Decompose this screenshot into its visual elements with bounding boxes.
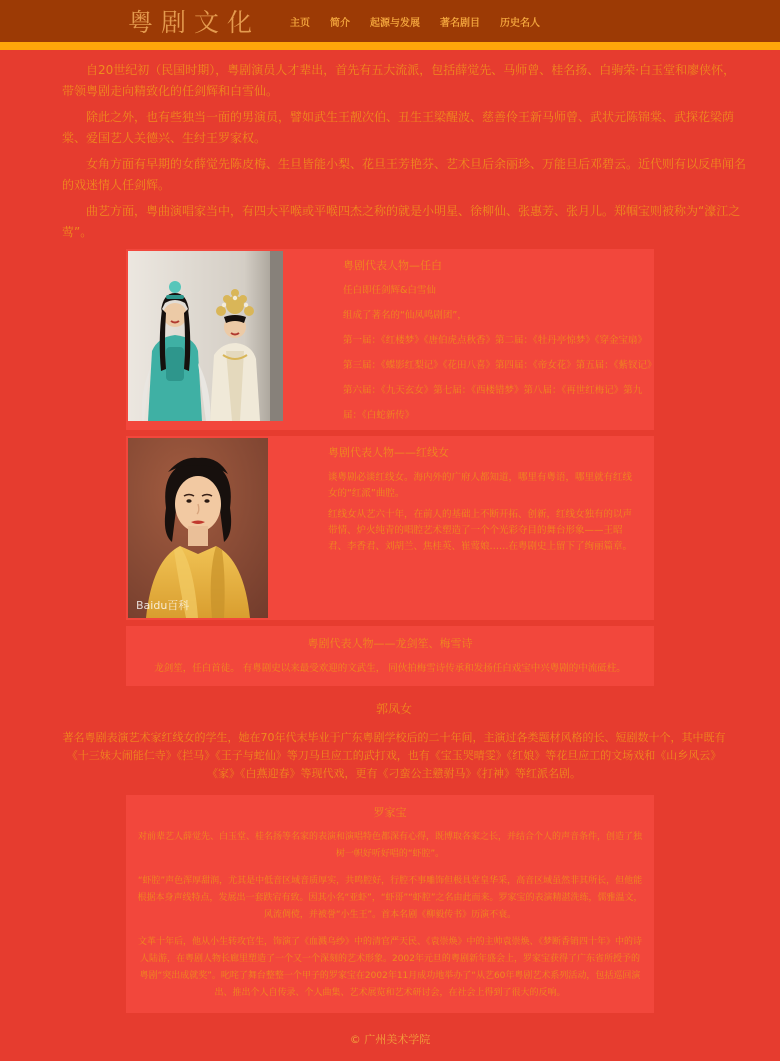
nav-item-famous-repertoire[interactable]: 著名剧目 — [440, 17, 481, 29]
guofengnu-section — [60, 700, 728, 783]
renbai-line-4: 第三届：《蝶影红梨记》《花田八喜》第四届：《帝女花》第五届：《紫钗记》 — [343, 360, 657, 371]
hongxiannu-title: 粤剧代表人物——红线女 — [328, 446, 449, 459]
renbai-line-2: 组成了著名的“仙凤鸣剧团”， — [343, 310, 467, 321]
intro-paragraph-3: 女角方面有早期的女薛觉先陈皮梅、生旦皆能小梨、花旦王芳艳芬、艺术旦后余丽珍、万能旦后邓碧云。近代则有以反串闻名的戏迷情人任剑辉。 — [62, 157, 747, 192]
renbai-title: 粤剧代表人物—任白 — [343, 259, 442, 272]
hongxiannu-paragraph-2: 红线女从艺六十年，在前人的基础上不断开拓、创新，红线女独有的以声带情、炉火纯青的唱腔艺术塑造了一个个光彩夺目的舞台形象——王昭君、李香君、刘胡兰、焦桂英、崔莺娘……在粤剧史上留下了绚丽篇章。 — [328, 509, 633, 552]
guofengnu-body: 著名粤剧表演艺术家红线女的学生，她在70年代末毕业于广东粤剧学校后的二十年间，主演过各类题材风格的长、短剧数十个，其中既有《十三妹大闹能仁寺》《拦马》《王子与蛇仙》等刀马旦应工的武打戏，也有《宝玉哭晴雯》《红娘》等花旦应工的文场戏和《山乡风云》《家》《白燕迎春》等现代戏，更有《刁蛮公主戆驸马》《打神》等红派名剧。 — [62, 731, 726, 780]
renbai-line-3: 第一届：《红楼梦》《唐伯虎点秋香》第二届：《牡丹亭惊梦》《穿金宝扇》 — [343, 335, 648, 346]
intro-paragraph-1: 自20世纪初（民国时期），粤剧演员人才辈出，首先有五大流派，包括薛觉先、马师曾、桂名扬、白驹荣·白玉堂和廖侠怀，带领粤剧走向精致化的任剑辉和白雪仙。 — [62, 63, 736, 98]
main-nav — [290, 14, 540, 29]
hongxiannu-portrait-photo — [128, 438, 268, 618]
hongxiannu-paragraph-1: 谈粤剧必谈红线女。海内外的广府人都知道，哪里有粤语，哪里就有红线女的“红派”曲腔。 — [328, 472, 633, 499]
longmei-body: 龙剑笙，任白首徒。 有粤剧史以来最受欢迎的文武生， 同伙拍梅雪诗传承和发扬任白戏宝中兴粤剧的中流砥柱。 — [154, 663, 626, 674]
baidu-watermark: Baidu百科 — [136, 599, 190, 612]
site-header — [0, 0, 780, 42]
guofengnu-title: 郭凤女 — [375, 702, 412, 716]
nav-item-historical-figures[interactable]: 历史名人 — [500, 17, 541, 29]
intro-paragraph-2: 除此之外，也有些独当一面的男演员，譬如武生王靓次伯、丑生王梁醒波、慈善伶王新马师曾、武状元陈锦棠、武探花梁荫棠、爱国艺人关德兴、生纣王罗家权。 — [62, 110, 735, 145]
accent-bar — [0, 42, 780, 50]
site-footer — [0, 1019, 780, 1061]
luojiabao-panel — [126, 795, 654, 1013]
luojiabao-paragraph-2: “虾腔”声色浑厚甜润，尤其是中低音区域音质厚实，共鸣腔好，行腔不事雕饰但极具堂皇华采，高音区域虽然非其所长，但他能根据本身声线特点，发展出一套跌宕有致。因其小名“亚虾”，“虾哥”“虾腔”之名由此而来。罗家宝的表演精湛洗练，儒雅温文，风流倜傥，并被誉“小生王”。首本名剧《柳毅传书》历演不衰。 — [137, 876, 643, 920]
copyright-text: © 广州美术学院 — [349, 1033, 431, 1046]
renbai-text — [343, 253, 657, 428]
longmei-panel — [126, 626, 654, 686]
renbai-line-5: 第六届：《九天玄女》第七届：《西楼错梦》第八届：《再世红梅记》第九届：《白蛇新传》 — [343, 385, 643, 421]
intro-paragraph-4: 曲艺方面，粤曲演唱家当中，有四大平喉或平喉四杰之称的就是小明星、徐柳仙、张惠芳、张月儿。郑帼宝则被称为“濠江之莺”。 — [62, 204, 741, 239]
renbai-line-1: 任白即任剑辉&白雪仙 — [343, 285, 436, 296]
longmei-title: 粤剧代表人物——龙剑笙、梅雪诗 — [307, 637, 473, 650]
site-logo: 粤剧文化 — [128, 8, 261, 37]
luojiabao-paragraph-1: 对前辈艺人薛觉先、白玉堂、桂名扬等名家的表演和演唱特色都深有心得，既博取各家之长，并结合个人的声音条件，创造了独树一帜好听好唱的“虾腔”。 — [137, 832, 642, 859]
intro-section — [62, 60, 746, 243]
main-content — [0, 60, 780, 1061]
hongxiannu-text — [328, 440, 640, 555]
renbai-opera-photo — [128, 251, 283, 421]
nav-item-home[interactable]: 主页 — [290, 17, 311, 29]
hongxiannu-panel — [126, 436, 654, 620]
renbai-panel — [126, 249, 657, 430]
luojiabao-paragraph-3: 文革十年后，他从小生转攻官生，饰演了《血溅乌纱》中的清官严天民、《袁崇焕》中的主帅袁崇焕、《梦断香销四十年》中的诗人陆游，在粤剧人物长廊里塑造了一个又一个深刻的艺术形象。2002年元旦的粤剧新年盛会上，罗家宝获得了广东省所授予的粤剧“突出成就奖”。叱咤了舞台整整一个甲子的罗家宝在2002年11月成功地举办了“从艺60年粤剧艺术系列活动，包括巡回演出、推出个人自传录、个人曲集、艺术展览和艺术研讨会，在社会上得到了很大的反响。 — [137, 937, 642, 998]
luojiabao-title: 罗家宝 — [373, 806, 407, 819]
nav-item-origin-development[interactable]: 起源与发展 — [370, 17, 421, 29]
nav-item-intro[interactable]: 简介 — [330, 17, 351, 29]
